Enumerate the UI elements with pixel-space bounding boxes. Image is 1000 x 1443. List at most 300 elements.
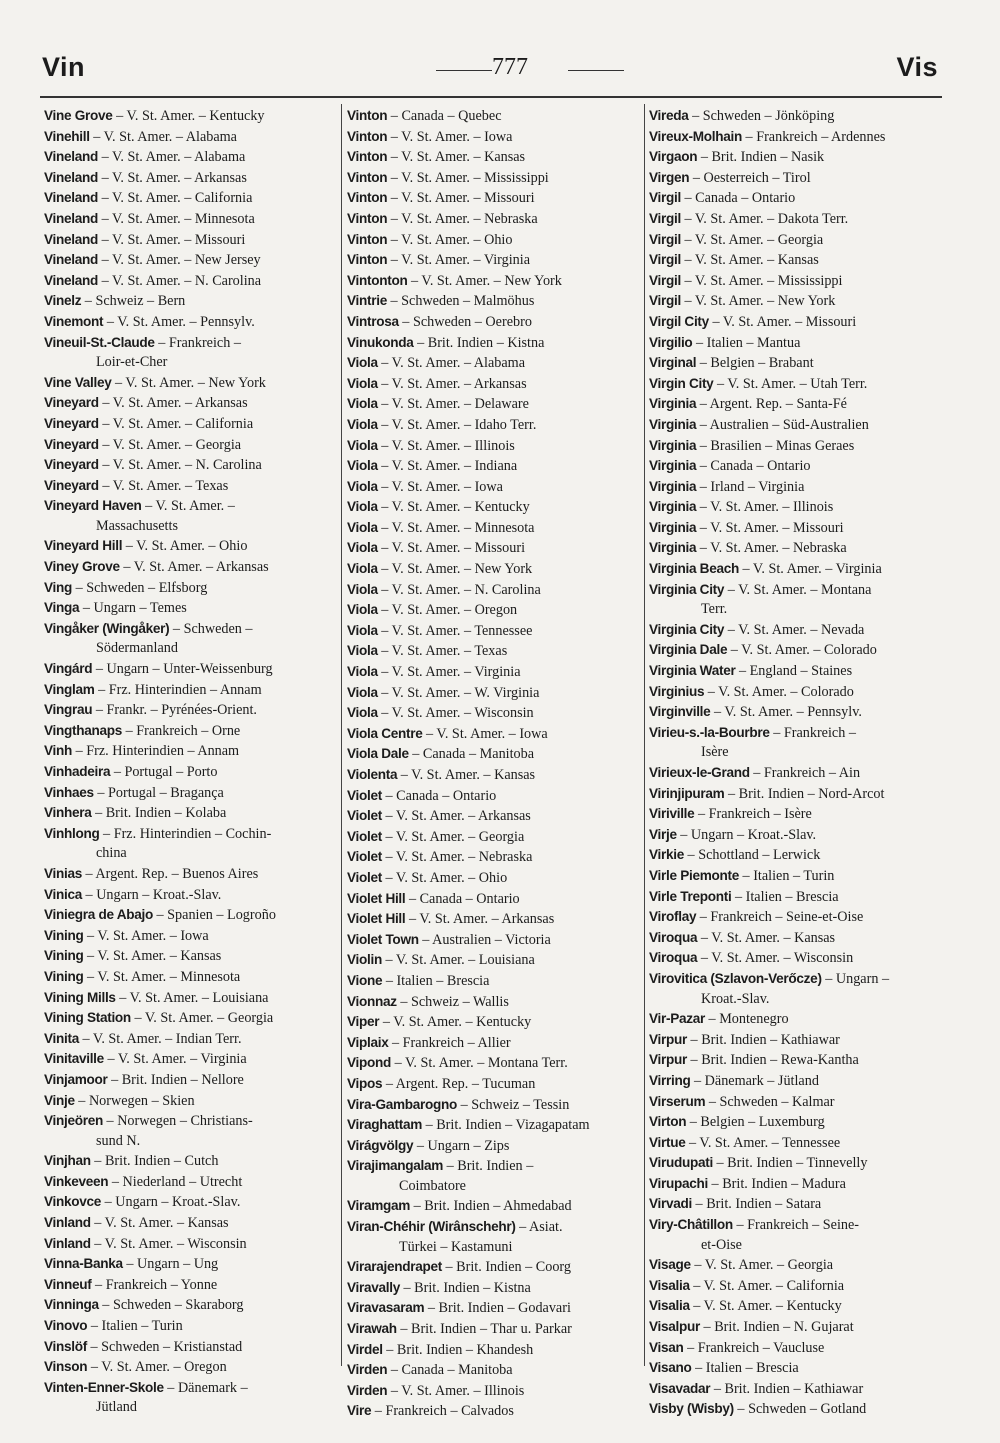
entry-location: – V. St. Amer. – Georgia bbox=[130, 1010, 274, 1027]
gazetteer-entry bbox=[44, 721, 334, 742]
entry-location: – V. St. Amer. – Iowa bbox=[83, 927, 209, 944]
gazetteer-entry bbox=[347, 559, 639, 580]
entry-location: – Dänemark – Jütland bbox=[690, 1072, 819, 1089]
gazetteer-entry-continuation bbox=[649, 600, 941, 620]
entry-headword: Vire bbox=[347, 1403, 372, 1419]
entry-location: – Canada – Ontario bbox=[381, 787, 497, 804]
column-3 bbox=[649, 106, 941, 1420]
gazetteer-entry bbox=[44, 536, 334, 557]
gazetteer-entry-continuation bbox=[44, 353, 334, 373]
entry-location: – Ungarn – Zips bbox=[413, 1137, 510, 1154]
entry-headword: Virginia bbox=[649, 458, 697, 474]
entry-location: – V. St. Amer. – Pennsylv. bbox=[103, 313, 255, 330]
gazetteer-entry bbox=[649, 845, 941, 866]
gazetteer-entry bbox=[347, 1095, 639, 1116]
entry-location: – Italien – Mantua bbox=[692, 334, 801, 351]
entry-location: – V. St. Amer. – Mississippi bbox=[680, 272, 843, 289]
gazetteer-entry bbox=[347, 724, 639, 745]
gazetteer-entry bbox=[347, 353, 639, 374]
entry-headword: Viola bbox=[347, 581, 378, 597]
gazetteer-entry bbox=[649, 661, 941, 682]
gazetteer-entry bbox=[44, 967, 334, 988]
entry-headword: Vineyard bbox=[44, 395, 99, 411]
entry-location: – Italien – Brescia bbox=[382, 972, 490, 989]
header-dash-right bbox=[568, 70, 624, 71]
gazetteer-entry bbox=[649, 333, 941, 354]
entry-headword: Vinhadeira bbox=[44, 764, 111, 779]
entry-location: – Brit. Indien – Cutch bbox=[90, 1153, 219, 1170]
gazetteer-entry bbox=[347, 1340, 639, 1361]
entry-headword: Virudupati bbox=[649, 1155, 713, 1171]
entry-location: – Schweden – Skaraborg bbox=[98, 1297, 244, 1314]
gazetteer-entry bbox=[347, 168, 639, 189]
entry-location: – V. St. Amer. – Idaho Terr. bbox=[377, 416, 537, 433]
entry-location: – V. St. Amer. – Indian Terr. bbox=[78, 1030, 242, 1047]
gazetteer-entry bbox=[347, 1298, 639, 1319]
entry-headword: Virginius bbox=[649, 683, 705, 699]
entry-headword: Virkie bbox=[649, 847, 684, 863]
gazetteer-entry-continuation bbox=[44, 517, 334, 537]
gazetteer-entry bbox=[649, 291, 941, 312]
gazetteer-entry bbox=[44, 312, 334, 333]
gazetteer-entry bbox=[649, 1317, 941, 1338]
entry-location: – V. St. Amer. – Arkansas bbox=[377, 375, 527, 392]
entry-headword: Vinneuf bbox=[44, 1276, 92, 1292]
gazetteer-entry bbox=[347, 106, 639, 127]
entry-headword: Virgin City bbox=[649, 375, 714, 391]
entry-headword: Vingthanaps bbox=[44, 722, 123, 738]
entry-headword: Virgil bbox=[649, 252, 681, 268]
entry-location: – Belgien – Brabant bbox=[696, 355, 814, 372]
entry-location: – V. St. Amer. – Arkansas bbox=[98, 169, 247, 186]
entry-headword: Vineland bbox=[44, 252, 99, 268]
entry-headword: Viola bbox=[347, 416, 378, 432]
gazetteer-entry bbox=[44, 1029, 334, 1050]
entry-location: – V. St. Amer. – Arkansas bbox=[119, 559, 269, 576]
entry-headword: Vineyard bbox=[44, 477, 99, 493]
gazetteer-entry bbox=[44, 106, 334, 127]
gazetteer-entry bbox=[347, 1319, 639, 1340]
gazetteer-entry bbox=[347, 538, 639, 559]
entry-headword: Vining bbox=[44, 968, 84, 984]
gazetteer-entry bbox=[649, 907, 941, 928]
entry-location: – V. St. Amer. – Illinois bbox=[696, 499, 834, 516]
entry-location: – V. St. Amer. – Iowa bbox=[422, 725, 548, 742]
entry-headword: Visalia bbox=[649, 1277, 690, 1293]
gazetteer-entry bbox=[649, 1009, 941, 1030]
entry-headword: Viola bbox=[347, 375, 378, 391]
entry-location: – Ungarn – Kroat.-Slav. bbox=[676, 826, 817, 843]
gazetteer-entry bbox=[347, 1156, 639, 1177]
gazetteer-entry bbox=[649, 188, 941, 209]
entry-location: – Oesterreich – Tirol bbox=[689, 169, 811, 186]
gazetteer-entry bbox=[649, 1379, 941, 1400]
entry-location: – V. St. Amer. – Georgia bbox=[680, 231, 824, 248]
gazetteer-entry bbox=[44, 803, 334, 824]
gazetteer-entry bbox=[649, 127, 941, 148]
entry-location: – Brit. Indien – Kistna bbox=[413, 334, 545, 351]
entry-headword: Viola Centre bbox=[347, 725, 423, 741]
entry-location: – Schweden – Malmöhus bbox=[386, 293, 535, 310]
gazetteer-entry bbox=[649, 723, 941, 744]
entry-headword: Vinland bbox=[44, 1215, 91, 1231]
entry-location: – V. St. Amer. – Tennessee bbox=[685, 1134, 841, 1151]
gazetteer-entry bbox=[649, 620, 941, 641]
gazetteer-entry bbox=[44, 1070, 334, 1091]
entry-headword: Virgil bbox=[649, 272, 681, 288]
entry-headword: Virginia bbox=[649, 478, 697, 494]
gazetteer-entry bbox=[347, 1074, 639, 1095]
entry-location: – V. St. Amer. – Ohio bbox=[381, 869, 508, 886]
gazetteer-entry bbox=[347, 889, 639, 910]
entry-location: – V. St. Amer. – Minnesota bbox=[98, 210, 255, 227]
entry-location: – Schweden – Gotland bbox=[733, 1401, 867, 1418]
entry-location: – V. St. Amer. – Wisconsin bbox=[90, 1235, 247, 1252]
entry-location: – Frankreich – Yonne bbox=[91, 1276, 218, 1293]
entry-headword: Viraghattam bbox=[347, 1117, 423, 1133]
entry-location: – Norwegen – Christians- bbox=[103, 1113, 253, 1130]
entry-location: – V. St. Amer. – Kentucky bbox=[112, 108, 265, 124]
gazetteer-entry bbox=[649, 106, 941, 127]
gazetteer-entry bbox=[347, 250, 639, 271]
gazetteer-entry bbox=[44, 1337, 334, 1358]
entry-headword: Vineland bbox=[44, 210, 99, 226]
entry-headword: Virserum bbox=[649, 1093, 706, 1109]
entry-location: – Norwegen – Skien bbox=[74, 1092, 195, 1109]
gazetteer-entry-continuation bbox=[44, 844, 334, 864]
gazetteer-entry bbox=[44, 414, 334, 435]
entry-headword: Vinglam bbox=[44, 681, 95, 697]
entry-headword: Vir-Pazar bbox=[649, 1011, 705, 1027]
entry-headword: Violet bbox=[347, 828, 382, 844]
entry-headword: Viola bbox=[347, 437, 378, 453]
gazetteer-entry bbox=[347, 1381, 639, 1402]
entry-headword: Viriville bbox=[649, 806, 695, 822]
entry-headword: Vinton bbox=[347, 231, 388, 247]
gazetteer-entry-continuation bbox=[347, 1177, 639, 1197]
entry-headword: Virginia bbox=[649, 499, 697, 515]
entry-location: – Brit. Indien – Ahmedabad bbox=[410, 1198, 572, 1215]
entry-headword: Vinehill bbox=[44, 128, 90, 144]
gazetteer-entry-continuation bbox=[649, 1236, 941, 1256]
entry-headword: Vining bbox=[44, 927, 84, 943]
entry-headword: Vineland bbox=[44, 190, 99, 206]
entry-location: – V. St. Amer. – Alabama bbox=[98, 149, 246, 166]
gazetteer-entry bbox=[44, 271, 334, 292]
entry-headword: Vinita bbox=[44, 1030, 79, 1046]
gazetteer-entry bbox=[347, 827, 639, 848]
gazetteer-entry bbox=[44, 455, 334, 476]
entry-headword: Vinkovce bbox=[44, 1194, 102, 1210]
entry-location: Isère bbox=[701, 744, 729, 761]
entry-headword: Virje bbox=[649, 826, 677, 842]
gazetteer-entry bbox=[649, 1050, 941, 1071]
gazetteer-entry bbox=[347, 477, 639, 498]
gazetteer-entry bbox=[44, 147, 334, 168]
entry-location: – V. St. Amer. – Missouri bbox=[387, 190, 535, 207]
entry-location: – Argent. Rep. – Santa-Fé bbox=[696, 396, 847, 413]
entry-location: – Italien – Turin bbox=[739, 867, 835, 884]
entry-location: Kroat.-Slav. bbox=[701, 990, 770, 1007]
entry-location: – Montenegro bbox=[705, 1011, 789, 1028]
gazetteer-entry bbox=[347, 291, 639, 312]
entry-headword: Vione bbox=[347, 972, 383, 988]
entry-location: – Brit. Indien – N. Gujarat bbox=[700, 1319, 854, 1336]
gazetteer-entry bbox=[347, 786, 639, 807]
entry-location: – V. St. Amer. – Utah Terr. bbox=[713, 375, 868, 392]
gazetteer-entry bbox=[649, 1276, 941, 1297]
entry-headword: Vintrie bbox=[347, 293, 387, 309]
gazetteer-entry bbox=[44, 741, 334, 762]
entry-location: – V. St. Amer. – Dakota Terr. bbox=[680, 210, 849, 227]
entry-headword: Viniegra de Abajo bbox=[44, 907, 153, 923]
entry-headword: Vine Valley bbox=[44, 374, 112, 390]
entry-headword: Violet Hill bbox=[347, 911, 406, 927]
entry-location: – Brit. Indien – Rewa-Kantha bbox=[687, 1052, 859, 1069]
entry-location: – Frankreich – Ain bbox=[749, 765, 861, 781]
gazetteer-entry-continuation bbox=[649, 743, 941, 763]
gazetteer-entry bbox=[649, 456, 941, 477]
entry-location: – V. St. Amer. – Georgia bbox=[98, 436, 242, 453]
gazetteer-entry bbox=[649, 1133, 941, 1154]
entry-headword: Virarajendrapet bbox=[347, 1259, 442, 1275]
gazetteer-entry bbox=[347, 127, 639, 148]
gazetteer-entry bbox=[44, 864, 334, 885]
gazetteer-entry bbox=[44, 598, 334, 619]
entry-location: – V. St. Amer. – Iowa bbox=[377, 478, 503, 495]
gazetteer-entry bbox=[347, 374, 639, 395]
column-divider-2 bbox=[644, 104, 645, 1366]
entry-headword: Visan bbox=[649, 1339, 684, 1355]
entry-headword: Viplaix bbox=[347, 1034, 389, 1050]
gazetteer-entry bbox=[44, 1316, 334, 1337]
gazetteer-entry bbox=[44, 168, 334, 189]
entry-headword: Vinovo bbox=[44, 1318, 88, 1334]
entry-headword: Vinton bbox=[347, 149, 388, 165]
entry-headword: Vinjhan bbox=[44, 1153, 91, 1169]
entry-location: – Italien – Brescia bbox=[731, 888, 839, 905]
gazetteer-entry bbox=[347, 1033, 639, 1054]
entry-headword: Virinjipuram bbox=[649, 785, 725, 801]
gazetteer-entry bbox=[347, 806, 639, 827]
entry-headword: Vira-Gambarogno bbox=[347, 1096, 458, 1112]
entry-headword: Viola bbox=[347, 478, 378, 494]
entry-location: – Schweden – Kalmar bbox=[705, 1093, 835, 1110]
entry-headword: Viry-Châtillon bbox=[649, 1217, 733, 1233]
entry-location: – V. St. Amer. – California bbox=[98, 190, 253, 207]
entry-location: – Brit. Indien – Thar u. Parkar bbox=[396, 1321, 572, 1338]
entry-location: – Irland – Virginia bbox=[696, 478, 805, 495]
entry-location: – Canada – Manitoba bbox=[408, 746, 535, 763]
entry-headword: Virtue bbox=[649, 1134, 686, 1150]
gazetteer-entry bbox=[649, 518, 941, 539]
entry-location: china bbox=[96, 845, 127, 862]
gazetteer-entry bbox=[649, 640, 941, 661]
entry-location: – Frz. Hinterindien – Annam bbox=[94, 681, 262, 698]
gazetteer-entry bbox=[649, 969, 941, 990]
column-divider-1 bbox=[341, 104, 342, 1366]
entry-location: – V. St. Amer. – Delaware bbox=[377, 396, 529, 413]
entry-headword: Viola bbox=[347, 458, 378, 474]
entry-location: – V. St. Amer. – Virginia bbox=[739, 561, 882, 578]
entry-headword: Virle Piemonte bbox=[649, 867, 739, 883]
entry-location: – Brit. Indien – Satara bbox=[692, 1196, 822, 1213]
entry-location: – Ungarn – Temes bbox=[79, 600, 187, 617]
entry-location: – V. St. Amer. – Kansas bbox=[387, 149, 526, 166]
entry-location: – V. St. Amer. – Alabama bbox=[377, 355, 526, 372]
entry-location: – V. St. Amer. – Kansas bbox=[90, 1215, 229, 1232]
entry-headword: Virdel bbox=[347, 1341, 383, 1357]
entry-headword: Visage bbox=[649, 1257, 691, 1273]
entry-location: – Niederland – Utrecht bbox=[108, 1173, 243, 1190]
gazetteer-entry bbox=[44, 333, 334, 354]
gazetteer-entry bbox=[347, 1053, 639, 1074]
gazetteer-entry bbox=[44, 557, 334, 578]
entry-location: – V. St. Amer. – Mississippi bbox=[387, 169, 549, 186]
gazetteer-entry bbox=[649, 1338, 941, 1359]
gazetteer-entry bbox=[347, 497, 639, 518]
entry-headword: Virpur bbox=[649, 1031, 687, 1047]
entry-headword: Vining bbox=[44, 948, 84, 964]
entry-headword: Vineyard bbox=[44, 415, 99, 431]
gazetteer-entry bbox=[347, 847, 639, 868]
entry-location: – V. St. Amer. – N. Carolina bbox=[98, 457, 262, 474]
gazetteer-entry bbox=[44, 209, 334, 230]
gazetteer-entry bbox=[347, 621, 639, 642]
gazetteer-entry bbox=[649, 271, 941, 292]
entry-location: – Schweden – bbox=[169, 620, 253, 637]
entry-location: – Brit. Indien – bbox=[443, 1158, 534, 1175]
entry-location: – V. St. Amer. – Nebraska bbox=[696, 540, 847, 557]
entry-location: – V. St. Amer. – Minnesota bbox=[377, 519, 535, 536]
gazetteer-entry bbox=[44, 905, 334, 926]
entry-location: – Brit. Indien – Kolaba bbox=[91, 805, 227, 822]
entry-headword: Vineuil-St.-Claude bbox=[44, 334, 155, 350]
gazetteer-entry bbox=[649, 436, 941, 457]
entry-headword: Vintonton bbox=[347, 272, 408, 288]
gazetteer-entry bbox=[649, 538, 941, 559]
entry-location: – V. St. Amer. – Wisconsin bbox=[697, 950, 854, 967]
entry-location: – Frankreich – Seine-et-Oise bbox=[696, 909, 864, 926]
gazetteer-entry bbox=[649, 1071, 941, 1092]
entry-headword: Vineyard bbox=[44, 457, 99, 473]
gazetteer-entry bbox=[44, 1091, 334, 1112]
gazetteer-entry bbox=[44, 127, 334, 148]
gazetteer-entry bbox=[44, 1275, 334, 1296]
gazetteer-entry bbox=[347, 436, 639, 457]
entry-headword: Vining Station bbox=[44, 1010, 131, 1026]
entry-headword: Vineyard Haven bbox=[44, 498, 142, 514]
entry-headword: Vireda bbox=[649, 108, 689, 123]
entry-headword: Virieux-le-Grand bbox=[649, 765, 750, 780]
gazetteer-entry bbox=[44, 1254, 334, 1275]
entry-headword: Virginal bbox=[649, 355, 697, 371]
entry-headword: Virajimangalam bbox=[347, 1158, 444, 1174]
entry-location: – Australien – Süd-Australien bbox=[696, 416, 869, 433]
entry-headword: Viola bbox=[347, 561, 378, 577]
entry-headword: Violet bbox=[347, 869, 382, 885]
entry-headword: Virring bbox=[649, 1072, 691, 1088]
gazetteer-entry bbox=[649, 168, 941, 189]
gazetteer-entry bbox=[649, 948, 941, 969]
entry-headword: Virvadi bbox=[649, 1196, 692, 1212]
entry-location: – Schweden – Elfsborg bbox=[72, 579, 208, 596]
entry-location: – Schweden – Oerebro bbox=[398, 313, 532, 330]
entry-location: – Schweden – Jönköping bbox=[688, 108, 835, 124]
gazetteer-entry bbox=[649, 147, 941, 168]
entry-location: Terr. bbox=[701, 601, 728, 618]
gazetteer-entry bbox=[347, 909, 639, 930]
gazetteer-entry bbox=[649, 1358, 941, 1379]
gazetteer-entry-continuation bbox=[44, 1398, 334, 1418]
gazetteer-entry bbox=[347, 415, 639, 436]
entry-location: et-Oise bbox=[701, 1236, 742, 1253]
entry-location: – Spanien – Logroño bbox=[152, 907, 276, 924]
gazetteer-entry bbox=[347, 456, 639, 477]
entry-location: – V. St. Amer. – Virginia bbox=[103, 1051, 247, 1068]
gazetteer-entry bbox=[44, 1234, 334, 1255]
entry-headword: Violet bbox=[347, 849, 382, 865]
gazetteer-entry bbox=[347, 703, 639, 724]
entry-location: – V. St. Amer. – Arkansas bbox=[98, 395, 248, 412]
gazetteer-entry bbox=[44, 946, 334, 967]
gazetteer-entry bbox=[649, 887, 941, 908]
entry-headword: Virgil bbox=[649, 210, 681, 226]
entry-location: – V. St. Amer. – Arkansas bbox=[405, 911, 555, 928]
gazetteer-entry bbox=[44, 1295, 334, 1316]
column-1 bbox=[44, 106, 334, 1418]
entry-headword: Vinslöf bbox=[44, 1338, 87, 1354]
entry-headword: Virginia bbox=[649, 540, 697, 556]
gazetteer-entry bbox=[347, 188, 639, 209]
entry-location: – Italien – Turin bbox=[87, 1318, 183, 1335]
entry-location: – V. St. Amer. – Virginia bbox=[377, 664, 521, 681]
entry-headword: Vinjeören bbox=[44, 1113, 103, 1129]
entry-headword: Virupachi bbox=[649, 1175, 708, 1191]
entry-location: – Frankreich – Ardennes bbox=[742, 128, 886, 145]
entry-headword: Vipond bbox=[347, 1055, 392, 1071]
gazetteer-entry bbox=[44, 496, 334, 517]
entry-location: – V. St. Amer. – New York bbox=[680, 293, 836, 310]
entry-headword: Vine Grove bbox=[44, 108, 113, 123]
gazetteer-entry bbox=[347, 662, 639, 683]
entry-location: – V. St. Amer. – Pennsylv. bbox=[710, 704, 862, 721]
entry-headword: Viola bbox=[347, 540, 378, 556]
entry-headword: Vingrau bbox=[44, 702, 93, 718]
gazetteer-entry bbox=[347, 518, 639, 539]
gazetteer-entry bbox=[649, 825, 941, 846]
entry-headword: Viroqua bbox=[649, 950, 698, 966]
entry-headword: Violet Town bbox=[347, 931, 419, 947]
gazetteer-entry bbox=[44, 1172, 334, 1193]
entry-location: – Australien – Victoria bbox=[418, 931, 551, 948]
gazetteer-entry bbox=[347, 600, 639, 621]
entry-headword: Viravally bbox=[347, 1279, 400, 1295]
entry-location: – V. St. Amer. – Montana Terr. bbox=[391, 1055, 568, 1072]
entry-location: – V. St. Amer. – Missouri bbox=[98, 231, 246, 248]
gazetteer-entry bbox=[347, 312, 639, 333]
gazetteer-entry bbox=[347, 683, 639, 704]
gazetteer-entry bbox=[44, 1049, 334, 1070]
entry-location: – V. St. Amer. – Minnesota bbox=[83, 968, 241, 985]
gazetteer-entry bbox=[649, 804, 941, 825]
entry-headword: Violet Hill bbox=[347, 890, 406, 906]
entry-headword: Visalia bbox=[649, 1298, 690, 1314]
entry-headword: Vingárd bbox=[44, 661, 93, 677]
entry-headword: Viola bbox=[347, 664, 378, 680]
entry-location: – Frz. Hinterindien – Annam bbox=[72, 743, 240, 760]
entry-headword: Virton bbox=[649, 1114, 687, 1130]
